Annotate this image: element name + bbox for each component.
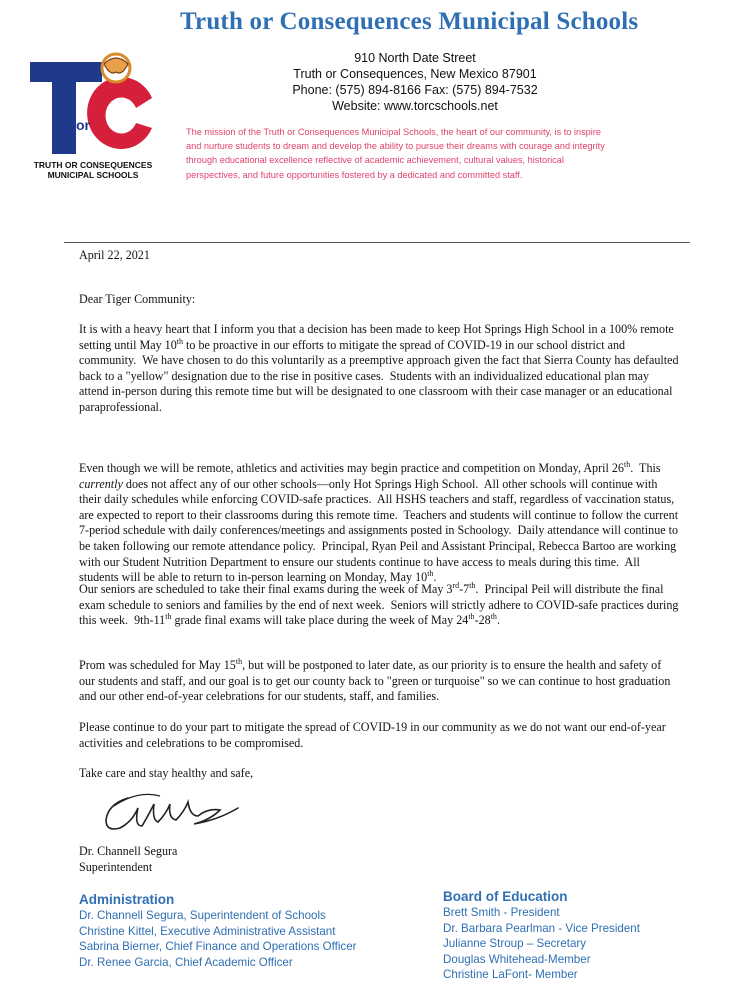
admin-member: Christine Kittel, Executive Administrative Assistant — [79, 924, 336, 938]
board-member: Christine LaFont- Member — [443, 968, 578, 982]
salutation: Dear Tiger Community: — [79, 292, 196, 306]
logo-c-shape — [87, 77, 152, 149]
administration-heading: Administration — [79, 892, 175, 907]
board-member: Julianne Stroup – Secretary — [443, 937, 587, 951]
board-heading: Board of Education — [443, 889, 568, 904]
board-member: Brett Smith - President — [443, 906, 560, 919]
district-logo — [30, 50, 160, 160]
admin-member: Dr. Channell Segura, Superintendent of Schools — [79, 909, 326, 922]
paragraph-2: Even though we will be remote, athletics and activities may begin practice and competition on Monday, April 26th. This currently does not affect any of our other schools—only Hot Springs High School. All other schools will continue with their daily schedules while enforcing COVID-safe practices. All HSHS teachers and staff, regardless of vaccination status, are expected to report to their classrooms during this remote time. Teachers and students will continue to follow the current 7-period schedule with daily conferences/meetings and assignments posted in Schoology. Daily attendance will continue to be taken following our remote attendance policy. Principal, Ryan Peil and Assistant Principal, Rebecca Bartoo are working with our Student Nutrition Department to ensure our students continue to have access to meals during this time. All students will be able to return to in-person learning on Monday, May 10th. — [79, 459, 679, 585]
logo-caption-line-2: MUNICIPAL SCHOOLS — [47, 170, 139, 180]
logo-caption — [18, 160, 168, 180]
signature-image — [98, 786, 248, 840]
paragraph-1: It is with a heavy heart that I inform you that a decision has been made to keep Hot Springs High School in a 100% remote setting until May 10th to be proactive in our efforts to mitigate the spread of COVID-19 in our school district and community. We have chosen to do this voluntarily as a preemptive approach given the fact that Sierra County has defaulted back to a "yellow" designation due to the rise in positive cases. Students with an individualized educational plan may attend in-person during this remote time but will be designated to one classroom with their case manager or an educational paraprofessional. — [79, 322, 679, 414]
address-block — [250, 50, 580, 114]
board-member: Dr. Barbara Pearlman - Vice President — [443, 921, 640, 935]
street-address: 910 North Date Street — [354, 51, 476, 65]
paragraph-3: Our seniors are scheduled to take their final exams during the week of May 3rd-7th. Principal Peil will distribute the final exam schedule to seniors and families by the end of next week. Seniors will strictly adhere to COVID-safe practices during this week. 9th-11th grade final exams will take place during the week of May 24th-28th. — [79, 580, 679, 628]
signer-name: Dr. Channell Segura — [79, 844, 178, 858]
admin-member: Sabrina Bierner, Chief Finance and Operations Officer — [79, 940, 357, 954]
logo-or-text: or — [76, 117, 90, 133]
letter-date: April 22, 2021 — [79, 248, 150, 262]
signer-title: Superintendent — [79, 860, 153, 874]
logo-t-stem — [52, 62, 76, 154]
organization-title: Truth or Consequences Municipal Schools — [180, 8, 639, 35]
phone-fax: Phone: (575) 894-8166 Fax: (575) 894-7532 — [292, 83, 538, 97]
city-state-zip: Truth or Consequences, New Mexico 87901 — [293, 67, 537, 81]
board-member: Douglas Whitehead-Member — [443, 952, 591, 966]
logo-caption-line-1: TRUTH OR CONSEQUENCES — [33, 160, 153, 170]
paragraph-5: Please continue to do your part to mitigate the spread of COVID-19 in our community as we do not want our end-of-year activities and celebrations to be compromised. — [79, 720, 666, 750]
closing: Take care and stay healthy and safe, — [79, 766, 254, 780]
website: Website: www.torcschools.net — [332, 99, 498, 113]
paragraph-4: Prom was scheduled for May 15th, but will be postponed to later date, as our priority is to ensure the health and safety of our students and staff, and our goal is to get our county back to "green or turquoise" so we can continue to host graduation and our other end-of-year celebrations for our students, staff, and families. — [79, 656, 671, 704]
administration-list — [79, 908, 357, 970]
board-list — [443, 905, 640, 983]
header-divider — [64, 242, 690, 243]
mission-statement: The mission of the Truth or Consequences Municipal Schools, the heart of our community, is to inspire and nurture students to dream and develop the ability to pursue their dreams with courage and integrity through educational excellence reflective of academic achievement, cultural values, historical perspectives, and future opportunities fostered by a dedicated and committed staff. — [186, 127, 605, 180]
admin-member: Dr. Renee Garcia, Chief Academic Officer — [79, 955, 293, 969]
